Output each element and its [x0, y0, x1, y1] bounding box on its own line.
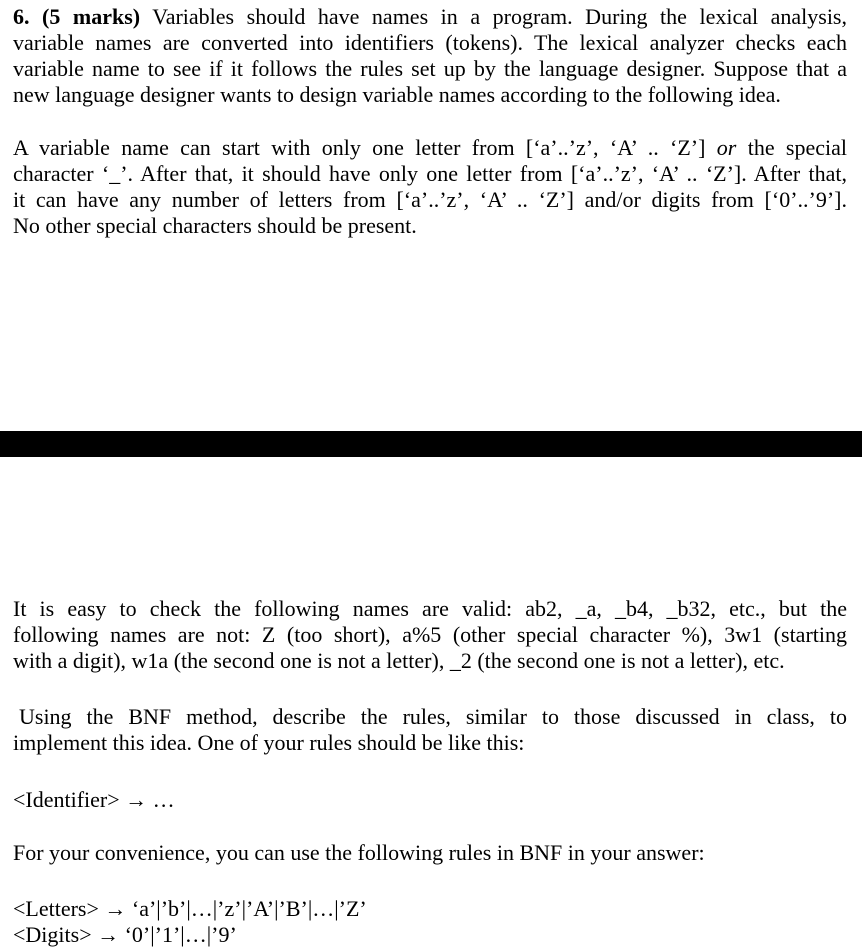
identifier-rule: <Identifier> → …: [13, 787, 175, 812]
rule-line-2: character ‘_’. After that, it should have only one letter from [‘a’..’z’, ‘A’ .. ‘Z’]. After that,: [13, 161, 847, 186]
task-line-2: implement this idea. One of your rules should be like this:: [13, 730, 525, 755]
examples-line-2: following names are not: Z (too short), a%5 (other special character %), 3w1 (starting: [13, 622, 847, 647]
examples-line-3: with a digit), w1a (the second one is not a letter), _2 (the second one is not a letter), etc.: [13, 648, 785, 673]
rule-line-4: No other special characters should be present.: [13, 213, 417, 238]
rule-or-word: or: [716, 135, 737, 160]
task-paragraph: [13, 704, 847, 756]
convenience-note: For your convenience, you can use the following rules in BNF in your answer:: [13, 840, 705, 865]
intro-line-1-text: Variables should have names in a program. During the lexical analysis,: [152, 4, 847, 29]
intro-line-4: new language designer wants to design variable names according to the following idea.: [13, 82, 781, 107]
rule-line-1-start: A variable name can start with only one letter from [‘a’..’z’, ‘A’ .. ‘Z’]: [13, 135, 706, 160]
intro-line-1: [13, 4, 847, 30]
intro-line-2: variable names are converted into identifiers (tokens). The lexical analyzer checks each: [13, 30, 847, 55]
rule-line-1: [13, 135, 847, 161]
examples-line-1: It is easy to check the following names are valid: ab2, _a, _b4, _b32, etc., but the: [13, 596, 847, 621]
examples-paragraph: [13, 596, 847, 674]
rule-line-1-end: the special: [747, 135, 847, 160]
naming-rule: [13, 135, 847, 239]
question-number: 6.: [13, 4, 30, 29]
task-line-1: Using the BNF method, describe the rules, similar to those discussed in class, to: [19, 704, 847, 729]
bnf-letters-rule: <Letters> → ‘a’|’b’|…|’z’|’A’|’B’|…|’Z’: [13, 896, 367, 921]
rule-line-3: it can have any number of letters from [‘a’..’z’, ‘A’ .. ‘Z’] and/or digits from [‘0’..’9’].: [13, 187, 847, 212]
bnf-digits-rule: <Digits> → ‘0’|’1’|…|’9’: [13, 922, 237, 947]
question-intro: [13, 4, 847, 108]
intro-line-3: variable name to see if it follows the rules set up by the language designer. Suppose that a: [13, 56, 847, 81]
redaction-bar: [0, 431, 862, 457]
question-marks: (5 marks): [42, 4, 141, 29]
